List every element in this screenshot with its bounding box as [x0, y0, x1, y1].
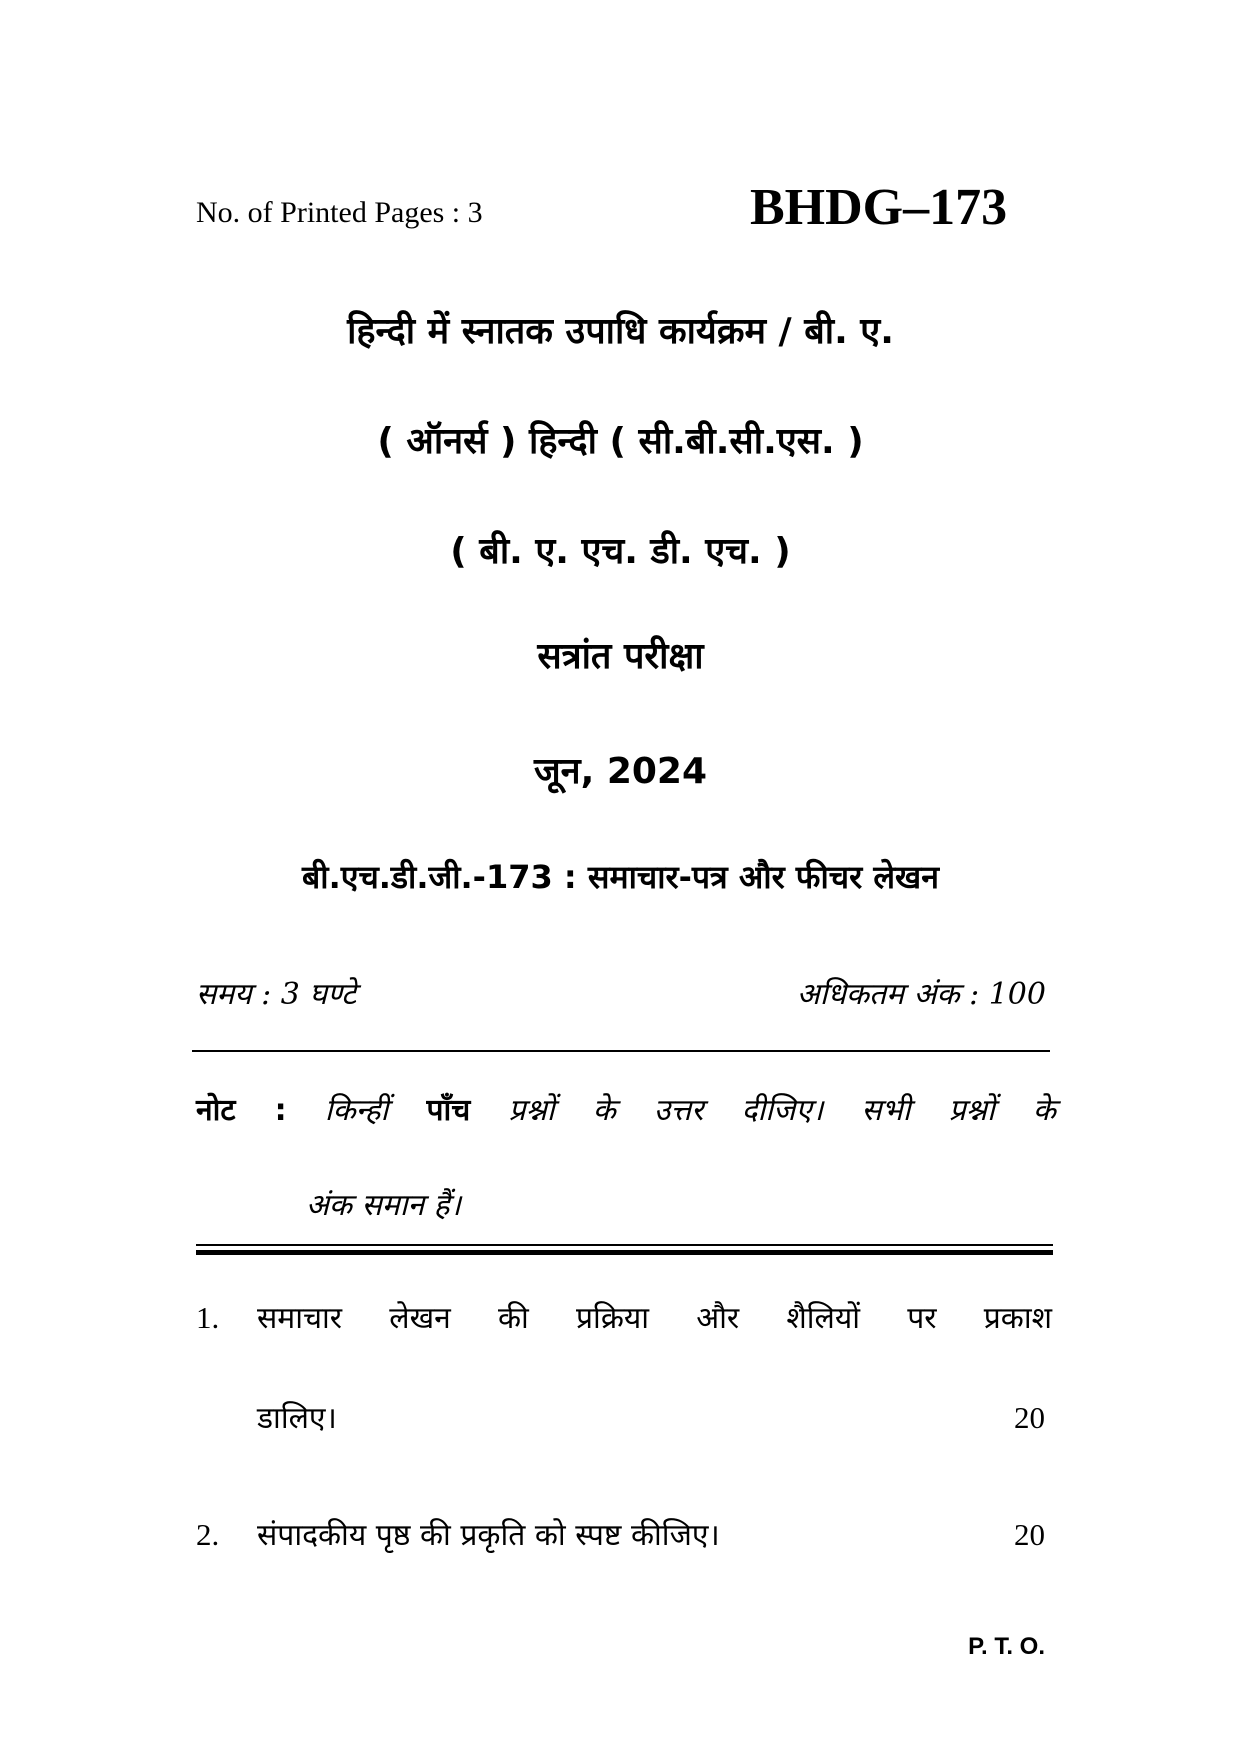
question-text: समाचार लेखन की प्रक्रिया और शैलियों पर प्रकाश: [257, 1301, 1052, 1336]
instructions-note: [196, 1088, 1056, 1129]
note-text-3: अंक समान हैं।: [306, 1188, 461, 1223]
programme-subtitle: ( ऑनर्स ) हिन्दी ( सी.बी.सी.एस. ): [377, 421, 864, 462]
programme-code: ( बी. ए. एच. डी. एच. ): [450, 531, 791, 572]
time-allowed: समय : 3 घण्टे: [196, 977, 357, 1012]
course-title: बी.एच.डी.जी.-173 : समाचार-पत्र और फीचर लेखन: [302, 858, 939, 896]
course-code: BHDG–173: [750, 179, 1008, 236]
divider: [192, 1050, 1050, 1052]
note-text-1: किन्हीं: [324, 1093, 389, 1128]
double-divider-thick: [196, 1250, 1053, 1255]
note-emphasis: पाँच: [426, 1093, 471, 1128]
question-text-continued: डालिए।: [257, 1401, 337, 1436]
note-text-2: प्रश्नों के उत्तर दीजिए। सभी प्रश्नों के: [508, 1093, 1056, 1128]
programme-title: हिन्दी में स्नातक उपाधि कार्यक्रम / बी. ए.: [347, 311, 894, 352]
please-turn-over: P. T. O.: [968, 1633, 1045, 1660]
question-marks: 20: [1014, 1517, 1045, 1552]
question-number: 2.: [196, 1517, 220, 1552]
exam-session: जून, 2024: [533, 751, 708, 792]
maximum-marks: अधिकतम अंक : 100: [796, 977, 1046, 1012]
question-number: 1.: [196, 1300, 220, 1335]
printed-pages: No. of Printed Pages : 3: [196, 196, 483, 229]
exam-type: सत्रांत परीक्षा: [537, 636, 704, 677]
note-label: नोट :: [196, 1093, 287, 1128]
question-marks: 20: [1014, 1400, 1045, 1435]
question-text: संपादकीय पृष्ठ की प्रकृति को स्पष्ट कीजिए।: [257, 1518, 720, 1553]
double-divider-thin: [196, 1244, 1053, 1246]
